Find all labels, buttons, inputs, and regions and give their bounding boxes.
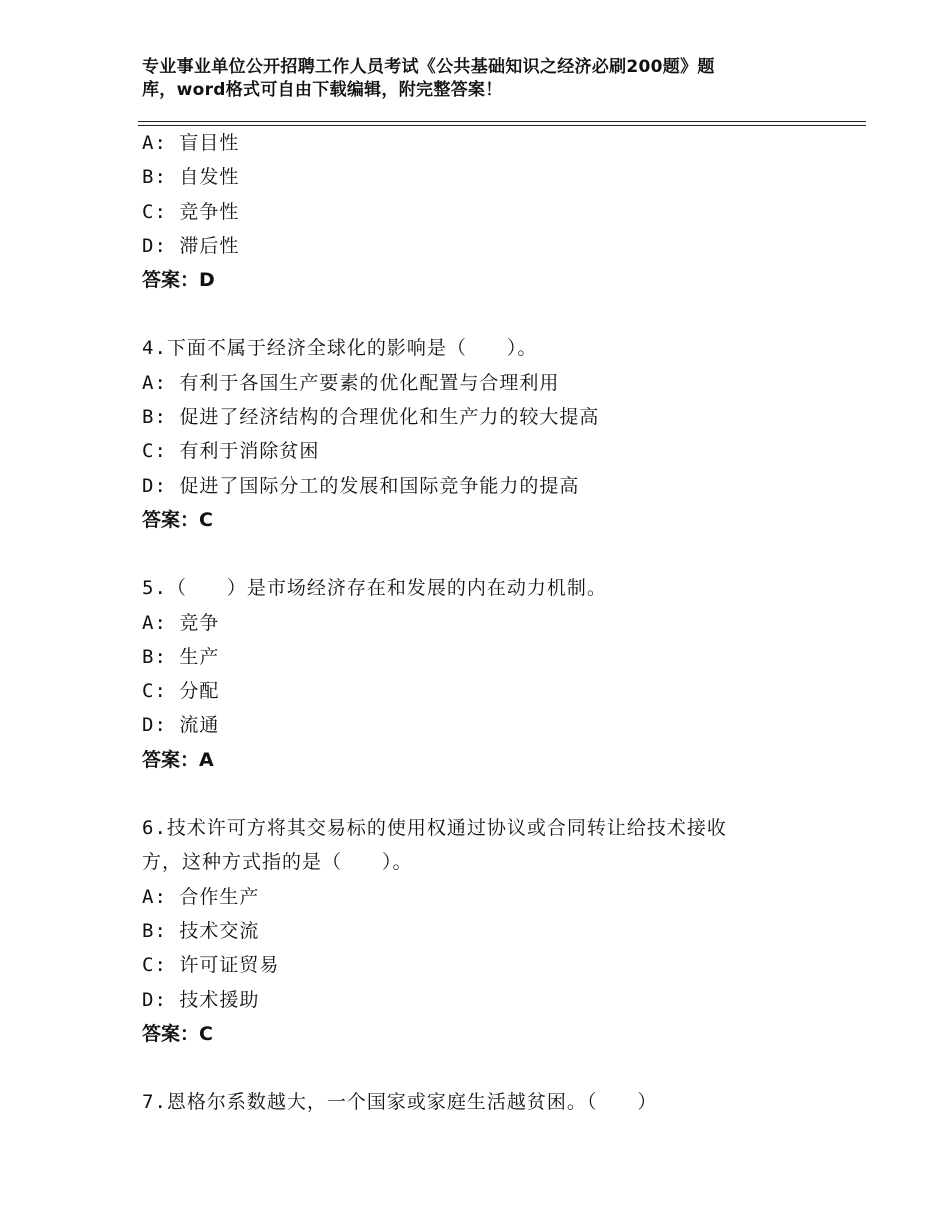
option-d: D: 滞后性 [142,234,240,257]
question-4-block [142,331,842,537]
question-stem-line-1: 6.技术许可方将其交易标的使用权通过协议或合同转让给技术接收 [142,817,727,840]
option-b: B: 生产 [142,645,220,668]
question-list [142,126,842,1119]
question-6-block [142,811,842,1051]
option-b: B: 自发性 [142,166,240,189]
option-c: C: 竞争性 [142,200,240,223]
question-3-block [142,126,842,297]
option-c: C: 有利于消除贫困 [142,440,320,463]
question-stem: 7.恩格尔系数越大，一个国家或家庭生活越贫困。（ ） [142,1091,658,1114]
answer-label: 答案：C [142,1022,213,1045]
question-stem: 4.下面不属于经济全球化的影响是（ ）。 [142,337,538,360]
option-c: C: 分配 [142,680,220,703]
question-stem-line-2: 方，这种方式指的是（ ）。 [142,851,413,874]
question-5-block [142,571,842,777]
option-b: B: 技术交流 [142,919,260,942]
option-a: A: 盲目性 [142,132,240,154]
option-c: C: 许可证贸易 [142,954,280,977]
option-a: A: 竞争 [142,611,220,634]
option-d: D: 流通 [142,714,220,737]
document-header [142,56,782,102]
answer-label: 答案：D [142,269,215,292]
answer-label: 答案：A [142,748,214,771]
option-d: D: 技术援助 [142,988,260,1011]
question-stem: 5.（ ）是市场经济存在和发展的内在动力机制。 [142,577,607,600]
header-line-2: 库，word格式可自由下载编辑，附完整答案！ [142,80,503,100]
option-d: D: 促进了国际分工的发展和国际竞争能力的提高 [142,474,580,497]
option-a: A: 合作生产 [142,885,260,908]
question-7-block [142,1085,842,1119]
header-rule-top [138,121,866,122]
header-line-1: 专业事业单位公开招聘工作人员考试《公共基础知识之经济必刷200题》题 [142,57,715,77]
option-a: A: 有利于各国生产要素的优化配置与合理利用 [142,371,560,394]
answer-label: 答案：C [142,508,213,531]
option-b: B: 促进了经济结构的合理优化和生产力的较大提高 [142,406,600,429]
